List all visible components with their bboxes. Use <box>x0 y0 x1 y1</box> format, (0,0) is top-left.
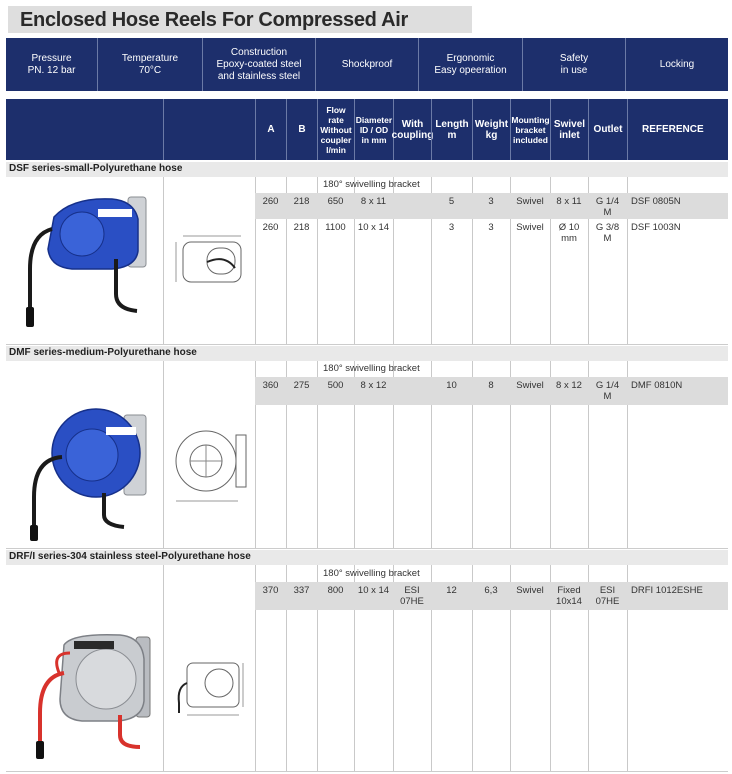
title-bar <box>8 6 472 33</box>
table-cell: 218 <box>293 222 310 233</box>
hose-reel-photo <box>10 623 160 763</box>
section-title-dmf: DMF series-medium-Polyurethane hose <box>6 346 728 361</box>
header-drawing-col <box>163 99 255 160</box>
feature-safety: Safety in use <box>523 38 626 91</box>
table-cell: 650 <box>327 196 344 207</box>
dimension-drawing <box>168 421 252 507</box>
header-a: A <box>255 99 286 160</box>
table-cell: ESI 07HE <box>595 585 620 607</box>
table-cell: Swivel <box>516 196 544 207</box>
table-cell: 500 <box>327 380 344 391</box>
bracket-note: 180° swivelling bracket <box>323 363 420 374</box>
table-cell: Swivel <box>516 585 544 596</box>
table-cell: G 1/4 M <box>595 196 620 218</box>
feature-pressure: Pressure PN. 12 bar <box>6 38 98 91</box>
table-row <box>255 582 728 610</box>
table-cell: DSF 1003N <box>631 222 681 233</box>
section-body-dsf <box>6 177 728 345</box>
table-cell: 3 <box>448 222 455 233</box>
header-mounting: Mounting bracket included <box>510 99 550 160</box>
table-cell: 360 <box>262 380 279 391</box>
table-cell: Swivel <box>516 222 544 233</box>
table-cell: Ø 10 mm <box>558 222 580 244</box>
bracket-note: 180° swivelling bracket <box>323 568 420 579</box>
table-row <box>255 377 728 405</box>
header-length: Length m <box>431 99 472 160</box>
table-cell: Swivel <box>516 380 544 391</box>
table-cell: Fixed 10x14 <box>556 585 582 607</box>
section-body-dmf <box>6 361 728 549</box>
feature-bar <box>6 38 728 91</box>
section-title-dsf: DSF series-small-Polyurethane hose <box>6 162 728 177</box>
header-reference: REFERENCE <box>627 99 728 160</box>
table-cell: 10 <box>446 380 457 391</box>
table-cell: 8 x 12 <box>360 380 387 391</box>
table-cell: 800 <box>327 585 344 596</box>
column-divider <box>163 177 164 344</box>
table-cell: 8 <box>488 380 494 391</box>
header-diameter: Diameter ID / OD in mm <box>354 99 393 160</box>
table-cell: 5 <box>448 196 455 207</box>
header-weight: Weight kg <box>472 99 510 160</box>
table-cell: 6,3 <box>484 585 498 596</box>
header-flow-rate: Flow rate Without coupler l/min <box>317 99 354 160</box>
feature-locking: Locking <box>659 58 695 70</box>
bracket-note: 180° swivelling bracket <box>323 179 420 190</box>
table-cell: 3 <box>488 222 494 233</box>
table-cell: 260 <box>262 196 279 207</box>
dimension-drawing <box>171 653 251 723</box>
header-outlet: Outlet <box>588 99 627 160</box>
hose-reel-photo <box>12 189 158 329</box>
header-swivel: Swivel inlet <box>550 99 588 160</box>
table-cell: 260 <box>262 222 279 233</box>
table-cell: G 3/8 M <box>595 222 620 244</box>
feature-shockproof: Shockproof <box>316 38 419 91</box>
column-divider <box>163 565 164 771</box>
table-cell: 10 x 14 <box>357 222 390 233</box>
table-cell: 12 <box>446 585 457 596</box>
header-b: B <box>286 99 317 160</box>
table-cell: 8 x 11 <box>360 196 387 207</box>
column-divider <box>163 361 164 548</box>
table-cell: DRFI 1012ESHE <box>631 585 703 596</box>
table-cell: 10 x 14 <box>357 585 390 596</box>
table-cell: G 1/4 M <box>595 380 620 402</box>
table-cell: DMF 0810N <box>631 380 683 391</box>
table-header <box>6 99 728 160</box>
table-cell: 8 x 11 <box>556 196 582 207</box>
section-title-drfi: DRF/I series-304 stainless steel-Polyurethane hose <box>6 550 728 565</box>
header-with-coupling: With coupling <box>393 99 431 160</box>
feature-temperature: Temperature 70°C <box>98 38 203 91</box>
table-cell: 218 <box>293 196 310 207</box>
table-cell: 275 <box>293 380 310 391</box>
table-cell: ESI 07HE <box>400 585 424 607</box>
table-cell: 337 <box>293 585 310 596</box>
table-cell: 3 <box>488 196 494 207</box>
dimension-drawing <box>171 222 249 304</box>
section-body-drfi <box>6 565 728 772</box>
table-cell: 1100 <box>325 222 346 233</box>
hose-reel-photo <box>12 397 158 543</box>
table-cell: DSF 0805N <box>631 196 681 207</box>
table-row <box>255 219 728 247</box>
feature-construction: Construction Epoxy-coated steel and stainless steel <box>203 38 316 91</box>
table-cell: 370 <box>262 585 279 596</box>
table-cell: 8 x 12 <box>556 380 582 391</box>
page-title: Enclosed Hose Reels For Compressed Air <box>20 9 408 31</box>
table-row <box>255 193 728 219</box>
feature-ergonomic: Ergonomic Easy opeeration <box>419 38 523 91</box>
